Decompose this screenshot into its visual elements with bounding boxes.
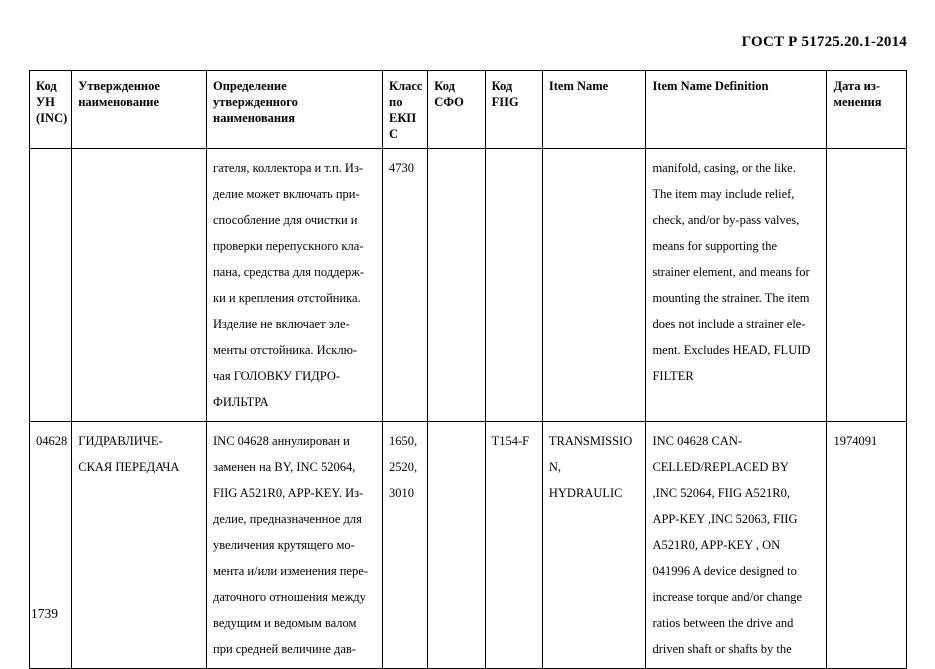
cell-sfo [428, 422, 485, 669]
cell-inc [30, 149, 72, 422]
cell-change-date: 1974091 [827, 422, 907, 669]
header-cell-change-date: Дата из- менения [827, 71, 907, 149]
page-number: 1739 [31, 606, 58, 621]
header-cell-approved-name: Утвержденное наименование [72, 71, 207, 149]
table-header-row [30, 71, 907, 149]
header-cell-fiig: Код FIIG [485, 71, 542, 149]
cell-ekps: 4730 [383, 149, 428, 422]
cell-definition: гателя, коллектора и т.п. Из- делие может включать при- способление для очистки и проверки перепускного кла- пана, средства для поддерж- ки и крепления отстойника. Изделие не включает эле- менты отстойника. Исклю- чая ГОЛОВКУ ГИДРО- ФИЛЬТРА [207, 149, 383, 422]
cell-definition: INC 04628 аннулирован и заменен на BY, INC 52064, FIIG A521R0, APP-KEY. Из- делие, предназначенное для увеличения крутящего мо- мента и/или изменения пере- даточного отношения между ведущим и ведомым валом при средней величине дав- [207, 422, 383, 669]
cell-item-name-definition: INC 04628 CAN- CELLED/REPLACED BY ,INC 52064, FIIG A521R0, APP-KEY ,INC 52063, FIIG A521R0, APP-KEY , ON 041996 A device designed to increase torque and/or change ratios between the drive and driven shaft or shafts by the [646, 422, 827, 669]
cell-approved-name: ГИДРАВЛИЧЕ- СКАЯ ПЕРЕДАЧА [72, 422, 207, 669]
header-cell-item-name: Item Name [542, 71, 646, 149]
header-cell-inc: Код УН (INC) [30, 71, 72, 149]
specification-table [29, 70, 907, 669]
table-row [30, 149, 907, 422]
header-cell-definition: Определение утвержденного наименования [207, 71, 383, 149]
cell-sfo [428, 149, 485, 422]
cell-ekps: 1650, 2520, 3010 [383, 422, 428, 669]
header-cell-sfo: Код СФО [428, 71, 485, 149]
cell-change-date [827, 149, 907, 422]
standard-title: ГОСТ Р 51725.20.1-2014 [741, 34, 907, 50]
table-row [30, 422, 907, 669]
header-cell-ekps: Класс по ЕКП С [383, 71, 428, 149]
cell-inc: 04628 [30, 422, 72, 669]
cell-item-name [542, 149, 646, 422]
cell-fiig: T154-F [485, 422, 542, 669]
cell-item-name: TRANSMISSIO N, HYDRAULIC [542, 422, 646, 669]
header-cell-item-name-definition: Item Name Definition [646, 71, 827, 149]
cell-item-name-definition: manifold, casing, or the like. The item may include relief, check, and/or by-pass valves, means for supporting the strainer element, and means for mounting the strainer. The item does not include a strainer ele- ment. Excludes HEAD, FLUID FILTER [646, 149, 827, 422]
cell-fiig [485, 149, 542, 422]
cell-approved-name [72, 149, 207, 422]
